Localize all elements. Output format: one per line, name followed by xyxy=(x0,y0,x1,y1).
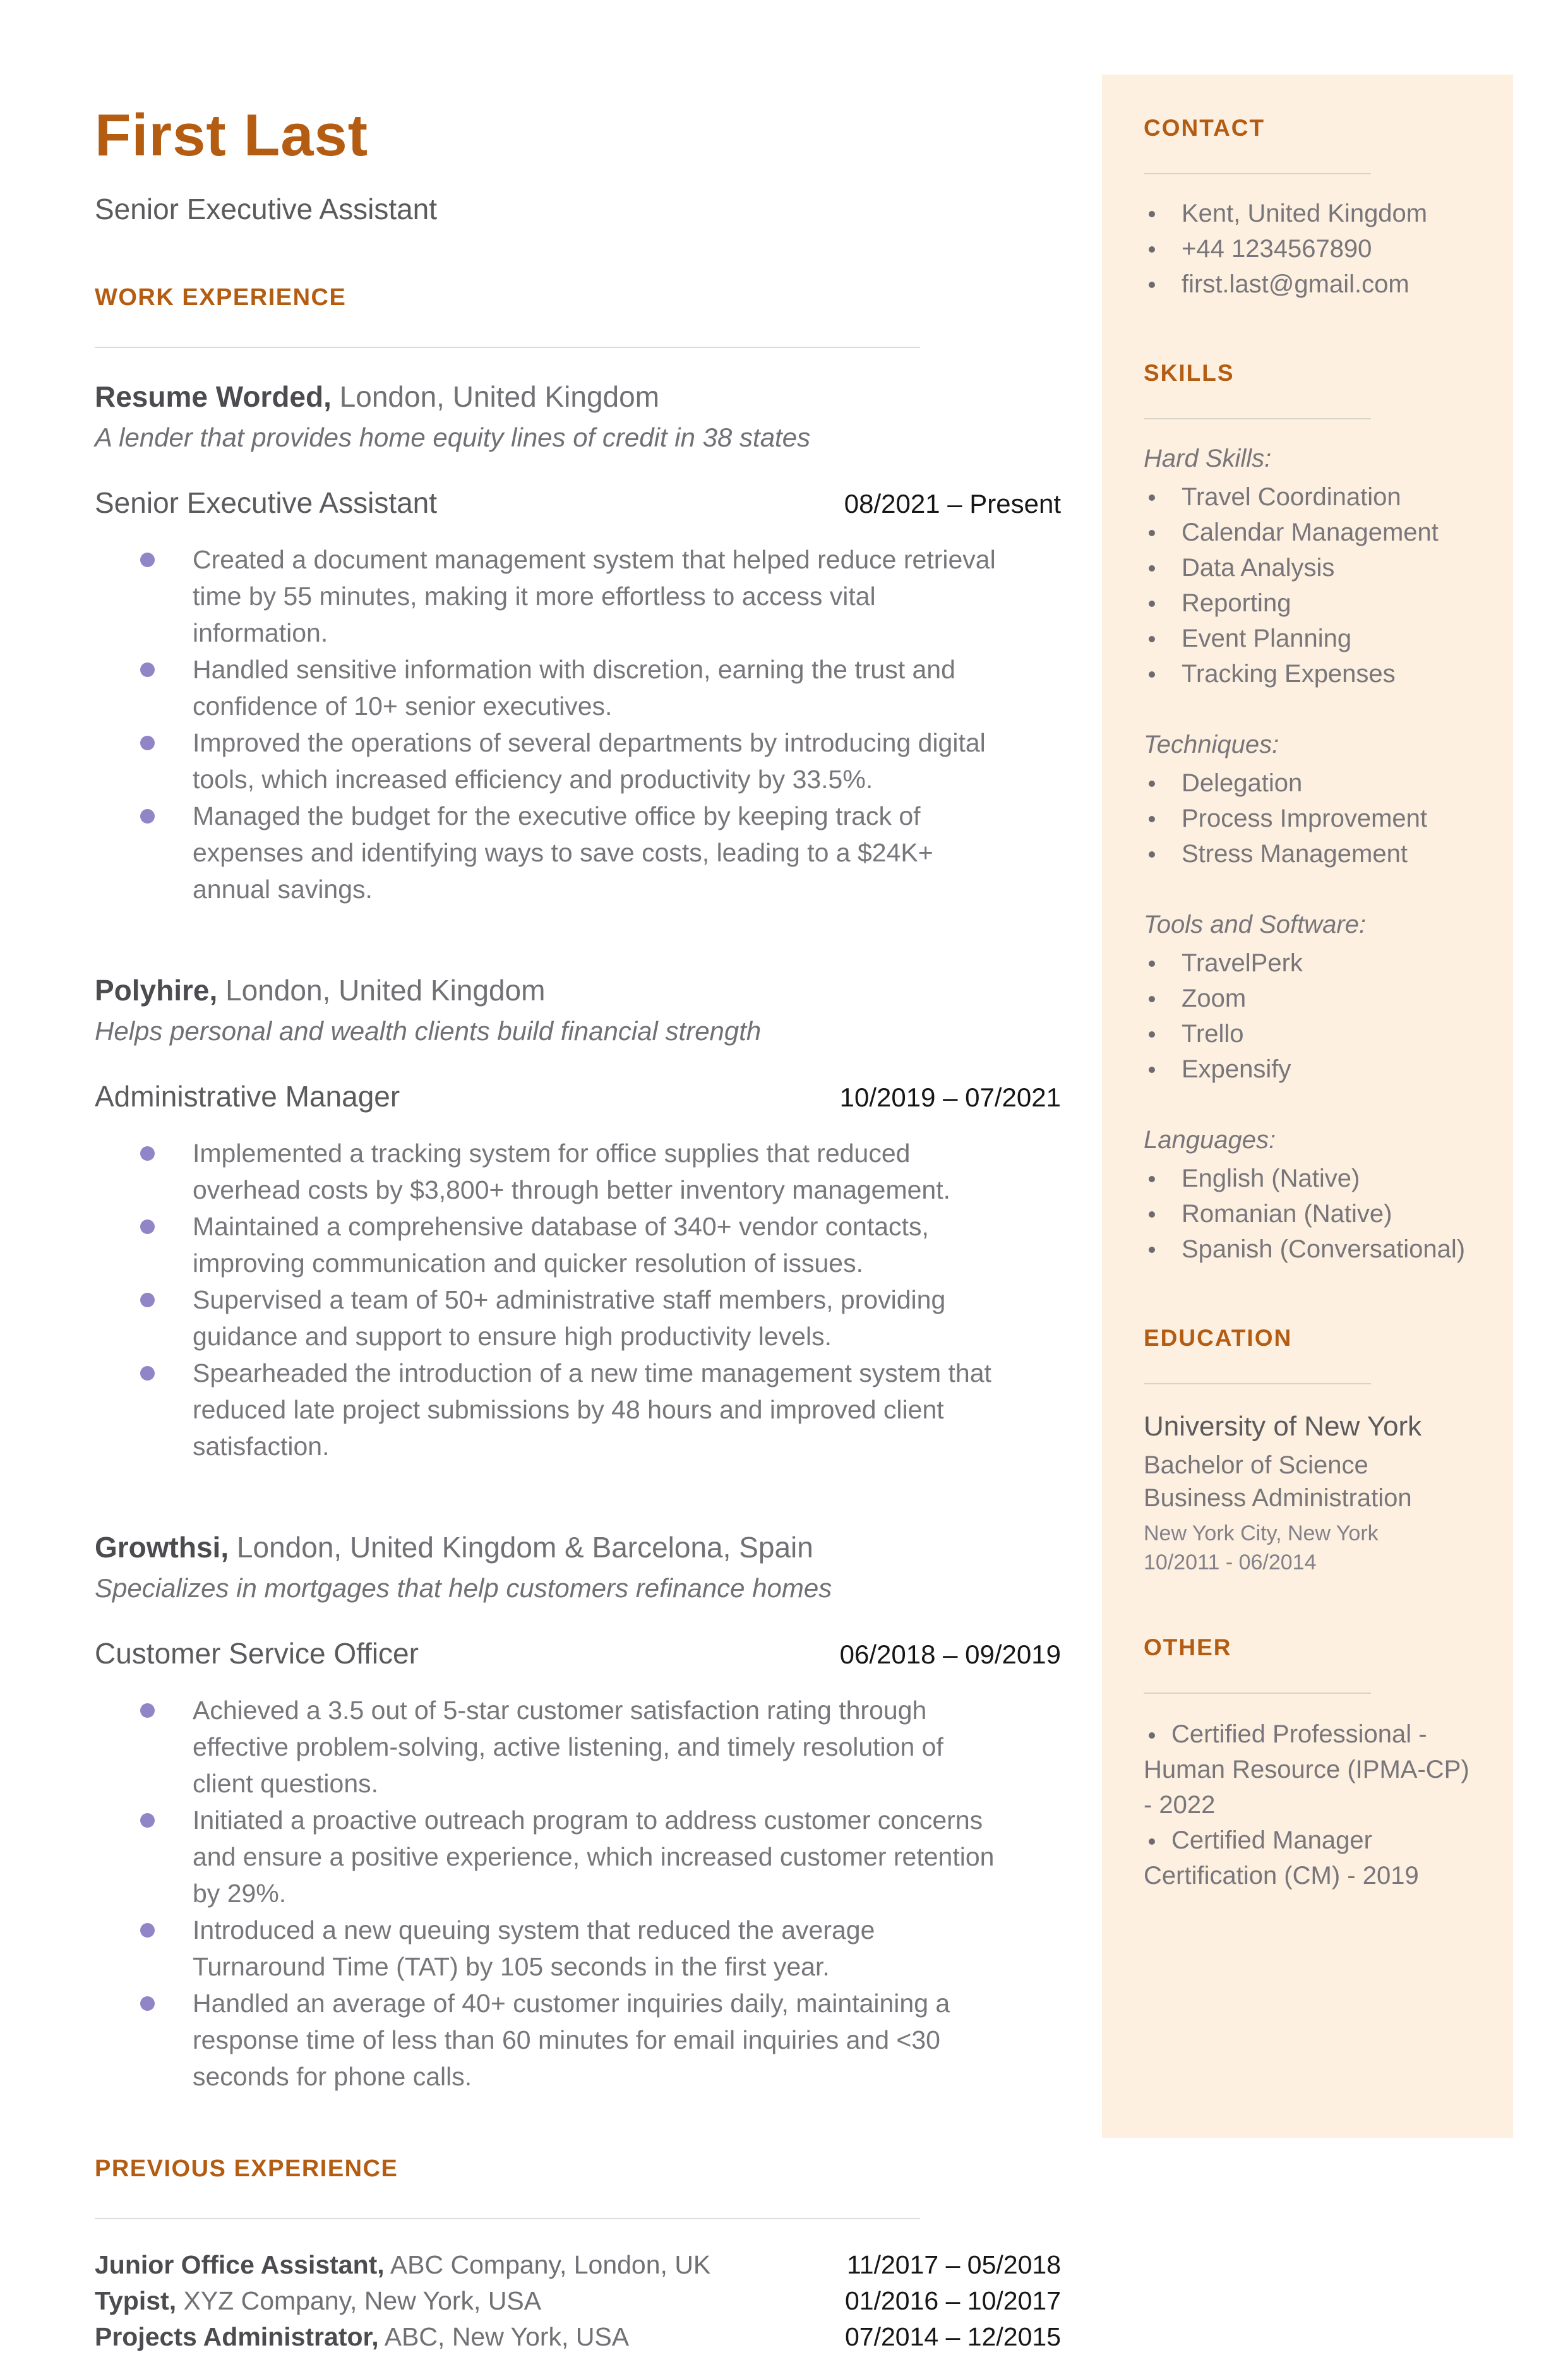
company-line xyxy=(95,1530,1061,1564)
job-bullets xyxy=(95,541,1007,908)
previous-dates: 11/2017 – 05/2018 xyxy=(847,2250,1061,2279)
person-name: First Last xyxy=(95,102,369,168)
contact-phone: +44 1234567890 xyxy=(1144,231,1474,267)
job-dates: 10/2019 – 07/2021 xyxy=(839,1082,1061,1112)
skill-item: Trello xyxy=(1144,1016,1474,1052)
previous-company: XYZ Company, New York, USA xyxy=(176,2286,542,2315)
role-row xyxy=(95,1079,1061,1113)
company-location: London, United Kingdom & Barcelona, Spain xyxy=(229,1531,813,1564)
skill-item: Stress Management xyxy=(1144,836,1474,872)
previous-experience-rows xyxy=(95,2247,1061,2355)
skills-list xyxy=(1144,479,1474,692)
bullet-item: Handled an average of 40+ customer inquiries daily, maintaining a response time of less than 60 minutes for email inquiries and <30 seconds for phone calls. xyxy=(95,1985,1007,2095)
certification-text: Certified Manager Certification (CM) - 2019 xyxy=(1144,1826,1419,1890)
job-dates: 06/2018 – 09/2019 xyxy=(839,1639,1061,1669)
skill-item: Expensify xyxy=(1144,1052,1474,1087)
previous-company: ABC, New York, USA xyxy=(378,2322,630,2351)
contact-heading: CONTACT xyxy=(1144,115,1266,141)
company-tagline: Helps personal and wealth clients build financial strength xyxy=(95,1016,762,1046)
language-item: English (Native) xyxy=(1144,1161,1474,1196)
language-item: Spanish (Conversational) xyxy=(1144,1231,1474,1267)
company-name: Growthsi, xyxy=(95,1531,229,1564)
job-entry xyxy=(95,380,1061,908)
divider xyxy=(95,2218,920,2219)
skill-item: Reporting xyxy=(1144,585,1474,621)
education-heading: EDUCATION xyxy=(1144,1325,1293,1351)
job-role: Administrative Manager xyxy=(95,1080,400,1113)
bullet-item: Initiated a proactive outreach program to address customer concerns and ensure a positive experience, which increased customer retention by 29%. xyxy=(95,1802,1007,1912)
bullet-item: Managed the budget for the executive office by keeping track of expenses and identifying ways to save costs, leading to a $24K+ annual savings. xyxy=(95,798,1007,908)
previous-role-row xyxy=(95,2247,1061,2283)
divider xyxy=(1144,1383,1371,1384)
other-list xyxy=(1144,1717,1474,1893)
education-dates: 10/2011 - 06/2014 xyxy=(1144,1550,1317,1574)
skills-list xyxy=(1144,1161,1474,1267)
skill-item: Zoom xyxy=(1144,981,1474,1016)
job-role: Customer Service Officer xyxy=(95,1637,419,1670)
previous-role: Projects Administrator, xyxy=(95,2322,379,2351)
bullet-dot-icon xyxy=(1149,1732,1155,1739)
bullet-item: Handled sensitive information with discretion, earning the trust and confidence of 10+ senior executives. xyxy=(95,651,1007,724)
skills-group-label: Techniques: xyxy=(1144,731,1279,758)
previous-experience-section xyxy=(95,2155,1061,2355)
company-tagline: Specializes in mortgages that help customers refinance homes xyxy=(95,1573,832,1603)
certification-item xyxy=(1144,1823,1474,1893)
sidebar xyxy=(1102,75,1513,2138)
previous-role: Junior Office Assistant, xyxy=(95,2250,385,2279)
skills-heading: SKILLS xyxy=(1144,360,1235,386)
company-location: London, United Kingdom xyxy=(331,380,660,413)
other-heading: OTHER xyxy=(1144,1634,1232,1660)
contact-email: first.last@gmail.com xyxy=(1144,267,1474,302)
job-entry xyxy=(95,1530,1061,2095)
divider xyxy=(1144,1693,1371,1694)
divider xyxy=(1144,418,1371,419)
job-bullets xyxy=(95,1692,1007,2095)
bullet-item: Improved the operations of several departments by introducing digital tools, which increased efficiency and productivity by 33.5%. xyxy=(95,724,1007,798)
previous-role-row xyxy=(95,2283,1061,2319)
education-degree: Bachelor of Science xyxy=(1144,1451,1368,1479)
company-line xyxy=(95,973,1061,1007)
role-row xyxy=(95,1636,1061,1670)
person-title: Senior Executive Assistant xyxy=(95,193,438,225)
bullet-item: Created a document management system that helped reduce retrieval time by 55 minutes, making it more effortless to access vital information. xyxy=(95,541,1007,651)
skills-list xyxy=(1144,765,1474,872)
bullet-item: Spearheaded the introduction of a new time management system that reduced late project submissions by 48 hours and improved client satisfaction. xyxy=(95,1355,1007,1465)
bullet-item: Maintained a comprehensive database of 340+ vendor contacts, improving communication and quicker resolution of issues. xyxy=(95,1208,1007,1281)
skills-group-hard-skills xyxy=(1144,445,1474,692)
language-item: Romanian (Native) xyxy=(1144,1196,1474,1231)
job-entry xyxy=(95,973,1061,1465)
skill-item: Delegation xyxy=(1144,765,1474,801)
skill-item: Process Improvement xyxy=(1144,801,1474,836)
skills-group-languages xyxy=(1144,1126,1474,1267)
skill-item: Data Analysis xyxy=(1144,550,1474,585)
skill-item: Tracking Expenses xyxy=(1144,656,1474,692)
skill-item: Event Planning xyxy=(1144,621,1474,656)
education-location: New York City, New York xyxy=(1144,1521,1379,1545)
skills-group-tools xyxy=(1144,911,1474,1087)
contact-list xyxy=(1144,196,1474,302)
certification-item xyxy=(1144,1717,1474,1823)
certification-text: Certified Professional - Human Resource (IPMA-CP) - 2022 xyxy=(1144,1720,1469,1819)
company-name: Polyhire, xyxy=(95,974,218,1007)
main-column xyxy=(95,0,1061,2355)
education-school: University of New York xyxy=(1144,1411,1422,1442)
job-dates: 08/2021 – Present xyxy=(844,489,1061,518)
skill-item: Calendar Management xyxy=(1144,515,1474,550)
bullet-item: Achieved a 3.5 out of 5-star customer satisfaction rating through effective problem-solving, active listening, and timely resolution of client questions. xyxy=(95,1692,1007,1802)
skills-group-label: Hard Skills: xyxy=(1144,445,1272,472)
company-name: Resume Worded, xyxy=(95,380,332,413)
contact-location: Kent, United Kingdom xyxy=(1144,196,1474,231)
skill-item: TravelPerk xyxy=(1144,945,1474,981)
company-location: London, United Kingdom xyxy=(217,974,546,1007)
work-experience-heading: WORK EXPERIENCE xyxy=(95,284,347,311)
bullet-item: Implemented a tracking system for office supplies that reduced overhead costs by $3,800+ through better inventory management. xyxy=(95,1135,1007,1208)
job-bullets xyxy=(95,1135,1007,1465)
previous-dates: 07/2014 – 12/2015 xyxy=(845,2322,1061,2351)
job-role: Senior Executive Assistant xyxy=(95,486,438,519)
previous-role: Typist, xyxy=(95,2286,177,2315)
previous-company: ABC Company, London, UK xyxy=(384,2250,711,2279)
company-line xyxy=(95,380,1061,414)
skills-group-label: Tools and Software: xyxy=(1144,911,1367,938)
education-major: Business Administration xyxy=(1144,1484,1412,1512)
skill-item: Travel Coordination xyxy=(1144,479,1474,515)
bullet-dot-icon xyxy=(1149,1838,1155,1845)
bullet-item: Introduced a new queuing system that reduced the average Turnaround Time (TAT) by 105 seconds in the first year. xyxy=(95,1912,1007,1985)
previous-experience-heading: PREVIOUS EXPERIENCE xyxy=(95,2155,398,2182)
education-entry xyxy=(1144,1411,1474,1576)
bullet-item: Supervised a team of 50+ administrative staff members, providing guidance and support to ensure high productivity levels. xyxy=(95,1281,1007,1355)
role-row xyxy=(95,486,1061,520)
company-tagline: A lender that provides home equity lines of credit in 38 states xyxy=(95,422,811,452)
divider xyxy=(95,347,920,348)
skills-list xyxy=(1144,945,1474,1087)
skills-group-label: Languages: xyxy=(1144,1126,1276,1154)
previous-dates: 01/2016 – 10/2017 xyxy=(845,2286,1061,2315)
divider xyxy=(1144,173,1371,174)
previous-role-row xyxy=(95,2319,1061,2355)
skills-group-techniques xyxy=(1144,731,1474,872)
